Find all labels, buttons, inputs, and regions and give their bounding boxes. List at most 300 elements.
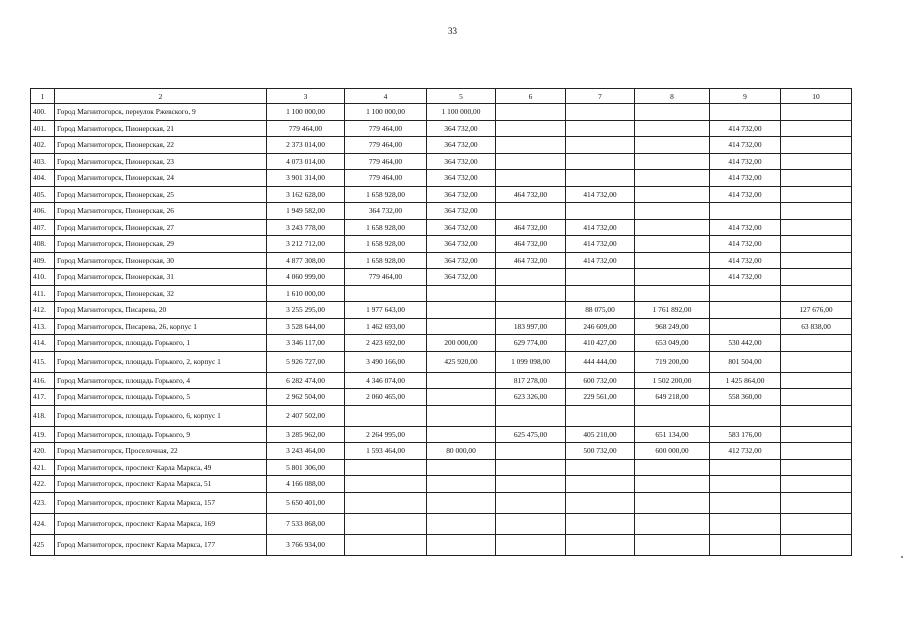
- amount-cell: 364 732,00: [427, 269, 496, 286]
- amount-cell: 63 838,00: [781, 318, 852, 335]
- amount-cell: [496, 405, 566, 426]
- amount-cell: 2 373 014,00: [267, 137, 345, 154]
- table-row: [31, 186, 852, 203]
- amount-cell: [635, 269, 710, 286]
- row-number: 408.: [31, 236, 55, 253]
- address-cell: Город Магнитогорск, Писарева, 20: [55, 302, 267, 319]
- table-row: [31, 476, 852, 493]
- amount-cell: [496, 534, 566, 555]
- amount-cell: 80 000,00: [427, 443, 496, 460]
- amount-cell: 229 561,00: [566, 389, 635, 406]
- amount-cell: [710, 459, 781, 476]
- amount-cell: [427, 492, 496, 513]
- address-cell: Город Магнитогорск, проспект Карла Маркса, 49: [55, 459, 267, 476]
- amount-cell: 3 901 314,00: [267, 170, 345, 187]
- amount-cell: 246 609,00: [566, 318, 635, 335]
- amount-cell: [427, 534, 496, 555]
- table-row: [31, 302, 852, 319]
- row-number: 411.: [31, 285, 55, 302]
- table-row: [31, 443, 852, 460]
- amount-cell: [710, 302, 781, 319]
- amount-cell: 414 732,00: [710, 120, 781, 137]
- amount-cell: 779 464,00: [345, 153, 427, 170]
- table-row: [31, 405, 852, 426]
- amount-cell: 801 504,00: [710, 351, 781, 372]
- amount-cell: 558 360,00: [710, 389, 781, 406]
- amount-cell: [345, 513, 427, 534]
- amount-cell: [496, 492, 566, 513]
- amount-cell: [781, 389, 852, 406]
- amount-cell: [566, 137, 635, 154]
- table-row: [31, 285, 852, 302]
- row-number: 417.: [31, 389, 55, 406]
- amount-cell: [635, 203, 710, 220]
- amount-cell: 530 442,00: [710, 335, 781, 352]
- amount-cell: [635, 137, 710, 154]
- amount-cell: [710, 476, 781, 493]
- amount-cell: [781, 120, 852, 137]
- amount-cell: 623 326,00: [496, 389, 566, 406]
- amount-cell: [710, 318, 781, 335]
- amount-cell: [566, 476, 635, 493]
- amount-cell: 1 949 582,00: [267, 203, 345, 220]
- address-cell: Город Магнитогорск, Пионерская, 29: [55, 236, 267, 253]
- amount-cell: 3 766 934,00: [267, 534, 345, 555]
- amount-cell: [345, 476, 427, 493]
- amount-cell: [710, 203, 781, 220]
- amount-cell: [781, 252, 852, 269]
- amount-cell: [781, 236, 852, 253]
- amount-cell: [496, 170, 566, 187]
- amount-cell: 5 650 401,00: [267, 492, 345, 513]
- amount-cell: 364 732,00: [427, 203, 496, 220]
- row-number: 403.: [31, 153, 55, 170]
- row-number: 404.: [31, 170, 55, 187]
- amount-cell: 3 243 464,00: [267, 443, 345, 460]
- amount-cell: [781, 476, 852, 493]
- table-row: [31, 426, 852, 443]
- table-row: [31, 459, 852, 476]
- amount-cell: [635, 219, 710, 236]
- amount-cell: 444 444,00: [566, 351, 635, 372]
- amount-cell: 364 732,00: [427, 137, 496, 154]
- amount-cell: [566, 104, 635, 121]
- amount-cell: [496, 153, 566, 170]
- address-cell: Город Магнитогорск, площадь Горького, 6, корпус 1: [55, 405, 267, 426]
- amount-cell: [635, 186, 710, 203]
- table-row: [31, 372, 852, 389]
- address-cell: Город Магнитогорск, площадь Горького, 5: [55, 389, 267, 406]
- row-number: 412.: [31, 302, 55, 319]
- amount-cell: 4 877 308,00: [267, 252, 345, 269]
- amount-cell: 600 000,00: [635, 443, 710, 460]
- amount-cell: 629 774,00: [496, 335, 566, 352]
- amount-cell: [496, 302, 566, 319]
- amount-cell: 3 528 644,00: [267, 318, 345, 335]
- amount-cell: [566, 492, 635, 513]
- amount-cell: [496, 137, 566, 154]
- address-cell: Город Магнитогорск, проспект Карла Маркса, 177: [55, 534, 267, 555]
- amount-cell: [496, 459, 566, 476]
- amount-cell: 425 920,00: [427, 351, 496, 372]
- amount-cell: [635, 285, 710, 302]
- table-row: [31, 252, 852, 269]
- amount-cell: [635, 170, 710, 187]
- amount-cell: 968 249,00: [635, 318, 710, 335]
- amount-cell: [635, 405, 710, 426]
- header-cell: 7: [566, 89, 635, 104]
- header-cell: 4: [345, 89, 427, 104]
- row-number: 402.: [31, 137, 55, 154]
- table-row: [31, 236, 852, 253]
- header-cell: 3: [267, 89, 345, 104]
- amount-cell: [566, 170, 635, 187]
- amount-cell: 414 732,00: [710, 252, 781, 269]
- row-number: 405.: [31, 186, 55, 203]
- amount-cell: [781, 104, 852, 121]
- amount-cell: [345, 492, 427, 513]
- amount-cell: 1 658 928,00: [345, 219, 427, 236]
- row-number: 421.: [31, 459, 55, 476]
- amount-cell: [427, 476, 496, 493]
- header-cell: 8: [635, 89, 710, 104]
- amount-cell: [496, 203, 566, 220]
- amount-cell: 1 658 928,00: [345, 252, 427, 269]
- amount-cell: [566, 534, 635, 555]
- amount-cell: 2 423 692,00: [345, 335, 427, 352]
- row-number: 419.: [31, 426, 55, 443]
- row-number: 406.: [31, 203, 55, 220]
- amount-cell: 414 732,00: [710, 269, 781, 286]
- amount-cell: [710, 534, 781, 555]
- row-number: 410.: [31, 269, 55, 286]
- amount-cell: 3 285 962,00: [267, 426, 345, 443]
- table-row: [31, 219, 852, 236]
- amount-cell: 183 997,00: [496, 318, 566, 335]
- amount-cell: [781, 285, 852, 302]
- header-cell: 2: [55, 89, 267, 104]
- amount-cell: [427, 459, 496, 476]
- amount-cell: 7 533 868,00: [267, 513, 345, 534]
- amount-cell: [427, 426, 496, 443]
- amount-cell: 414 732,00: [566, 186, 635, 203]
- amount-cell: [635, 120, 710, 137]
- table-row: [31, 492, 852, 513]
- amount-cell: 464 732,00: [496, 186, 566, 203]
- amount-cell: 2 060 465,00: [345, 389, 427, 406]
- address-cell: Город Магнитогорск, Пионерская, 22: [55, 137, 267, 154]
- amount-cell: 3 212 712,00: [267, 236, 345, 253]
- table-row: [31, 335, 852, 352]
- table-row: [31, 104, 852, 121]
- amount-cell: 1 462 693,00: [345, 318, 427, 335]
- amount-cell: 779 464,00: [345, 170, 427, 187]
- amount-cell: [710, 104, 781, 121]
- address-cell: Город Магнитогорск, Пионерская, 21: [55, 120, 267, 137]
- amount-cell: [427, 389, 496, 406]
- table-row: [31, 389, 852, 406]
- address-cell: Город Магнитогорск, Пионерская, 24: [55, 170, 267, 187]
- amount-cell: [566, 120, 635, 137]
- amount-cell: 583 176,00: [710, 426, 781, 443]
- amount-cell: [781, 513, 852, 534]
- row-number: 425: [31, 534, 55, 555]
- address-cell: Город Магнитогорск, Пионерская, 31: [55, 269, 267, 286]
- amount-cell: [781, 186, 852, 203]
- amount-cell: [496, 285, 566, 302]
- amount-cell: 1 100 000,00: [267, 104, 345, 121]
- amount-cell: 364 732,00: [427, 170, 496, 187]
- amount-cell: 414 732,00: [710, 236, 781, 253]
- table-row: [31, 269, 852, 286]
- amount-cell: 414 732,00: [710, 153, 781, 170]
- amount-cell: [781, 443, 852, 460]
- amount-cell: [345, 405, 427, 426]
- amount-cell: [566, 405, 635, 426]
- amount-cell: 412 732,00: [710, 443, 781, 460]
- amount-cell: 414 732,00: [710, 170, 781, 187]
- amount-cell: 464 732,00: [496, 252, 566, 269]
- amount-cell: 1 502 200,00: [635, 372, 710, 389]
- amount-cell: 779 464,00: [345, 269, 427, 286]
- address-cell: Город Магнитогорск, Пионерская, 30: [55, 252, 267, 269]
- amount-cell: 719 200,00: [635, 351, 710, 372]
- amount-cell: 2 264 995,00: [345, 426, 427, 443]
- amount-cell: [781, 203, 852, 220]
- amount-cell: 1 761 892,00: [635, 302, 710, 319]
- address-cell: Город Магнитогорск, проспект Карла Маркса, 157: [55, 492, 267, 513]
- amount-cell: 410 427,00: [566, 335, 635, 352]
- amount-cell: [635, 476, 710, 493]
- header-row: [31, 89, 852, 104]
- amount-cell: 4 073 014,00: [267, 153, 345, 170]
- amount-cell: [781, 372, 852, 389]
- amount-cell: 364 732,00: [427, 186, 496, 203]
- amount-cell: 2 407 502,00: [267, 405, 345, 426]
- address-cell: Город Магнитогорск, Пионерская, 23: [55, 153, 267, 170]
- row-number: 422.: [31, 476, 55, 493]
- amount-cell: [427, 285, 496, 302]
- amount-cell: 414 732,00: [710, 186, 781, 203]
- row-number: 420.: [31, 443, 55, 460]
- amount-cell: 1 593 464,00: [345, 443, 427, 460]
- amount-cell: [496, 120, 566, 137]
- amount-cell: 649 218,00: [635, 389, 710, 406]
- amount-cell: [781, 351, 852, 372]
- amount-cell: [781, 405, 852, 426]
- amount-cell: 1 658 928,00: [345, 186, 427, 203]
- amount-cell: [427, 302, 496, 319]
- amount-cell: 127 676,00: [781, 302, 852, 319]
- amount-cell: 3 243 778,00: [267, 219, 345, 236]
- amount-cell: 625 475,00: [496, 426, 566, 443]
- amount-cell: 3 162 628,00: [267, 186, 345, 203]
- amount-cell: 464 732,00: [496, 236, 566, 253]
- amount-cell: 414 732,00: [710, 137, 781, 154]
- address-cell: Город Магнитогорск, Пионерская, 27: [55, 219, 267, 236]
- amount-cell: 414 732,00: [566, 252, 635, 269]
- address-cell: Город Магнитогорск, проспект Карла Маркса, 51: [55, 476, 267, 493]
- amount-cell: 414 732,00: [566, 219, 635, 236]
- amount-cell: 500 732,00: [566, 443, 635, 460]
- amount-cell: 364 732,00: [427, 219, 496, 236]
- amount-cell: [635, 153, 710, 170]
- amount-cell: [496, 513, 566, 534]
- amount-cell: [566, 269, 635, 286]
- row-number: 400.: [31, 104, 55, 121]
- table-row: [31, 153, 852, 170]
- amount-cell: [781, 219, 852, 236]
- amount-cell: [710, 492, 781, 513]
- row-number: 401.: [31, 120, 55, 137]
- amount-cell: 364 732,00: [427, 252, 496, 269]
- amount-cell: [496, 269, 566, 286]
- amount-cell: [566, 203, 635, 220]
- address-cell: Город Магнитогорск, площадь Горького, 1: [55, 335, 267, 352]
- address-cell: Город Магнитогорск, Пионерская, 26: [55, 203, 267, 220]
- amount-cell: [496, 476, 566, 493]
- amount-cell: 6 282 474,00: [267, 372, 345, 389]
- header-cell: 1: [31, 89, 55, 104]
- amount-cell: 5 801 306,00: [267, 459, 345, 476]
- amount-cell: [781, 459, 852, 476]
- amount-cell: [635, 236, 710, 253]
- header-cell: 5: [427, 89, 496, 104]
- amount-cell: 5 926 727,00: [267, 351, 345, 372]
- amount-cell: 651 134,00: [635, 426, 710, 443]
- amount-cell: 1 099 098,00: [496, 351, 566, 372]
- header-cell: 10: [781, 89, 852, 104]
- table-row: [31, 137, 852, 154]
- amount-cell: [635, 534, 710, 555]
- amount-cell: 364 732,00: [427, 236, 496, 253]
- address-cell: Город Магнитогорск, Проселочная, 22: [55, 443, 267, 460]
- amount-cell: [781, 153, 852, 170]
- amount-cell: 1 100 000,00: [345, 104, 427, 121]
- amount-cell: [781, 137, 852, 154]
- address-cell: Город Магнитогорск, проспект Карла Маркса, 169: [55, 513, 267, 534]
- amount-cell: [635, 459, 710, 476]
- amount-cell: [781, 335, 852, 352]
- page-number: 33: [448, 26, 457, 36]
- amount-cell: 200 000,00: [427, 335, 496, 352]
- amount-cell: 414 732,00: [710, 219, 781, 236]
- amount-cell: 464 732,00: [496, 219, 566, 236]
- amount-cell: [496, 104, 566, 121]
- row-number: 413.: [31, 318, 55, 335]
- amount-cell: 364 732,00: [427, 153, 496, 170]
- row-number: 416.: [31, 372, 55, 389]
- row-number: 423.: [31, 492, 55, 513]
- table-row: [31, 170, 852, 187]
- table-row: [31, 318, 852, 335]
- amount-cell: [635, 104, 710, 121]
- table-row: [31, 513, 852, 534]
- amount-cell: [566, 513, 635, 534]
- amount-cell: 1 977 643,00: [345, 302, 427, 319]
- row-number: 409.: [31, 252, 55, 269]
- amount-cell: 1 658 928,00: [345, 236, 427, 253]
- amount-cell: 1 100 000,00: [427, 104, 496, 121]
- amount-cell: [566, 459, 635, 476]
- amount-cell: 779 464,00: [345, 137, 427, 154]
- amount-cell: [781, 492, 852, 513]
- amount-cell: 600 732,00: [566, 372, 635, 389]
- amount-cell: 817 278,00: [496, 372, 566, 389]
- amount-cell: [635, 513, 710, 534]
- amount-cell: [427, 513, 496, 534]
- amount-cell: [781, 170, 852, 187]
- amount-cell: 405 210,00: [566, 426, 635, 443]
- amount-cell: [710, 285, 781, 302]
- amount-cell: 779 464,00: [345, 120, 427, 137]
- amount-cell: 653 049,00: [635, 335, 710, 352]
- amount-cell: 4 060 999,00: [267, 269, 345, 286]
- amount-cell: 414 732,00: [566, 236, 635, 253]
- amount-cell: [781, 426, 852, 443]
- header-cell: 9: [710, 89, 781, 104]
- amount-cell: [781, 269, 852, 286]
- amount-cell: [427, 372, 496, 389]
- amount-cell: [566, 285, 635, 302]
- amount-cell: 364 732,00: [345, 203, 427, 220]
- address-cell: Город Магнитогорск, переулок Ржевского, 9: [55, 104, 267, 121]
- amount-cell: [566, 153, 635, 170]
- amount-cell: [781, 534, 852, 555]
- address-cell: Город Магнитогорск, площадь Горького, 4: [55, 372, 267, 389]
- amount-cell: [496, 443, 566, 460]
- amount-cell: [345, 285, 427, 302]
- table-row: [31, 203, 852, 220]
- row-number: 415.: [31, 351, 55, 372]
- amount-cell: 3 490 166,00: [345, 351, 427, 372]
- amount-cell: 364 732,00: [427, 120, 496, 137]
- data-table: [30, 88, 852, 556]
- amount-cell: [345, 534, 427, 555]
- scan-mark: [901, 556, 903, 558]
- row-number: 418.: [31, 405, 55, 426]
- amount-cell: 1 610 000,00: [267, 285, 345, 302]
- amount-cell: [427, 405, 496, 426]
- address-cell: Город Магнитогорск, Писарева, 26, корпус 1: [55, 318, 267, 335]
- table-row: [31, 351, 852, 372]
- address-cell: Город Магнитогорск, площадь Горького, 2, корпус 1: [55, 351, 267, 372]
- row-number: 407.: [31, 219, 55, 236]
- amount-cell: [345, 459, 427, 476]
- address-cell: Город Магнитогорск, Пионерская, 32: [55, 285, 267, 302]
- amount-cell: 4 346 074,00: [345, 372, 427, 389]
- row-number: 414.: [31, 335, 55, 352]
- amount-cell: 88 075,00: [566, 302, 635, 319]
- amount-cell: [635, 492, 710, 513]
- table-row: [31, 120, 852, 137]
- header-cell: 6: [496, 89, 566, 104]
- amount-cell: [710, 405, 781, 426]
- address-cell: Город Магнитогорск, Пионерская, 25: [55, 186, 267, 203]
- amount-cell: 3 255 295,00: [267, 302, 345, 319]
- amount-cell: 2 962 504,00: [267, 389, 345, 406]
- amount-cell: 779 464,00: [267, 120, 345, 137]
- address-cell: Город Магнитогорск, площадь Горького, 9: [55, 426, 267, 443]
- table-row: [31, 534, 852, 555]
- amount-cell: [710, 513, 781, 534]
- amount-cell: 4 166 088,00: [267, 476, 345, 493]
- amount-cell: [635, 252, 710, 269]
- amount-cell: [427, 318, 496, 335]
- amount-cell: 3 346 117,00: [267, 335, 345, 352]
- amount-cell: 1 425 864,00: [710, 372, 781, 389]
- row-number: 424.: [31, 513, 55, 534]
